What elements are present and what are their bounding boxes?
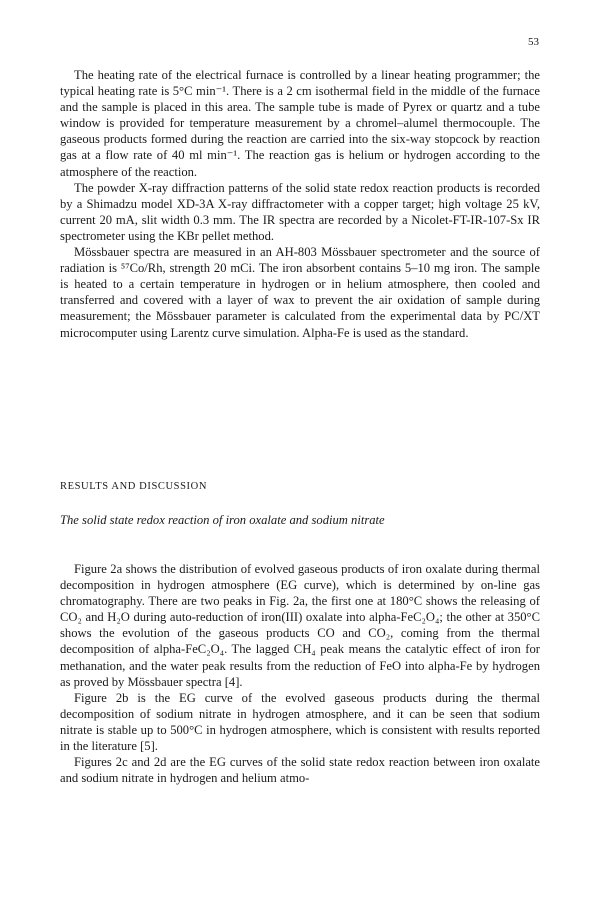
page-number: 53 [528, 36, 539, 48]
paragraph-xray-ir: The powder X-ray diffraction patterns of the solid state redox reaction products is recorded by a Shimadzu model XD-3A X-ray diffractometer with a copper target; high voltage 25 kV, current 20 mA, slit width 0.3 mm. The IR spectra are recorded by a Nicolet-FT-IR-107-Sx IR spectrometer using the KBr pellet method. [60, 180, 540, 243]
paragraph-figure-2a: Figure 2a shows the distribution of evolved gaseous products of iron oxalate during thermal decomposition in hydrogen atmosphere (EG curve), which is determined by on-line gas chromatography. There are two peaks in Fig. 2a, the first one at 180°C shows the releasing of CO₂ and H₂O during auto-reduction of iron(III) oxalate into alpha-FeC₂O₄; the other at 350°C shows the evolution of the gaseous products CO and CO₂, coming from the thermal decomposition of alpha-FeC₂O₄. The lagged CH₄ peak means the catalytic effect of iron for methanation, and the water peak results from the reduction of FeO into alpha-Fe by hydrogen as proved by Mössbauer spectra [4]. [60, 562, 540, 689]
subsection-heading: The solid state redox reaction of iron oxalate and sodium nitrate [60, 513, 385, 527]
methods-text-block [60, 67, 540, 341]
paragraph-mossbauer: Mössbauer spectra are measured in an AH-803 Mössbauer spectrometer and the source of radiation is ⁵⁷Co/Rh, strength 20 mCi. The iron absorbent contains 5–10 mg iron. The sample is heated to a certain temperature in hydrogen or in helium atmosphere, then cooled and transferred and covered with a layer of wax to prevent the air oxidation of sample during measurement; the Mössbauer parameter is calculated from the experimental data by PC/XT microcomputer using Larentz curve simulation. Alpha-Fe is used as the standard. [60, 245, 540, 340]
paragraph-figure-2b: Figure 2b is the EG curve of the evolved gaseous products during the thermal decomposition of sodium nitrate in hydrogen atmosphere, and it can be seen that sodium nitrate is stable up to 500°C in hydrogen atmosphere, which is consistent with results reported in the literature [5]. [60, 690, 540, 754]
paragraph-figures-2c-2d: Figures 2c and 2d are the EG curves of the solid state redox reaction between iron oxalate and sodium nitrate in hydrogen and helium atmo- [60, 755, 540, 786]
results-text-block [60, 561, 540, 786]
paragraph-heating-rate: The heating rate of the electrical furnace is controlled by a linear heating programmer; the typical heating rate is 5°C min⁻¹. There is a 2 cm isothermal field in the middle of the furnace and the sample is placed in this area. The sample tube is made of Pyrex or quartz and a tube window is provided for temperature measurement by a chromel–alumel thermocouple. The gaseous products formed during the reaction are carried into the six-way stopcock by reaction gas at a flow rate of 40 ml min⁻¹. The reaction gas is helium or hydrogen according to the atmosphere of the reaction. [60, 68, 540, 179]
section-heading: RESULTS AND DISCUSSION [60, 481, 208, 492]
